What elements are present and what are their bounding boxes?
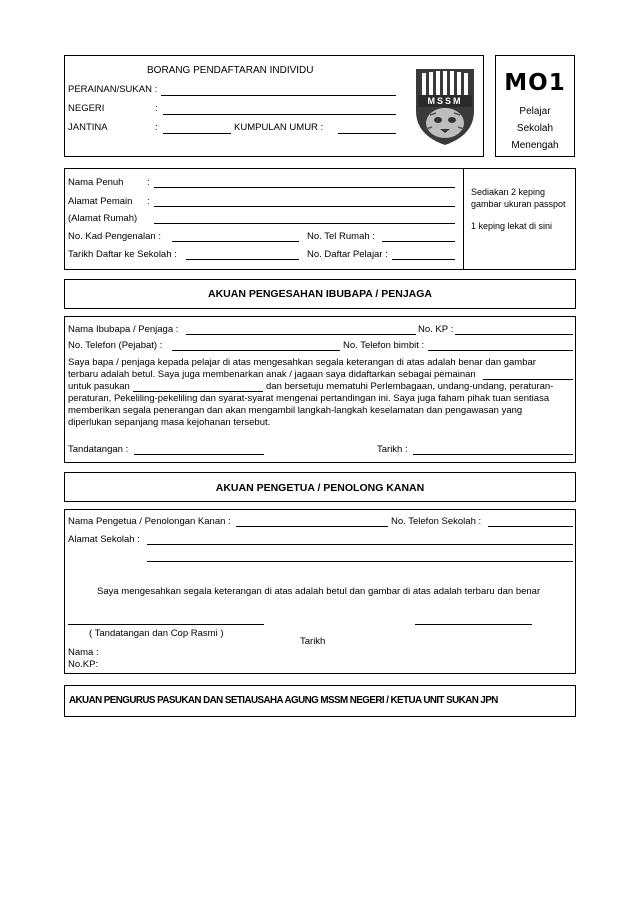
kad-pengenalan-field[interactable] [172, 241, 299, 242]
parent-para-line-4: peraturan, Pekeliling-pekeliling dan syarat-syarat mengenai pertandingan ini. Saya juga faham pihak tuan sentiasa [68, 393, 550, 404]
form-code: MO1 [504, 70, 566, 96]
tel-pejabat-label: No. Telefon (Pejabat) : [68, 340, 163, 351]
parent-signature-label: Tandatangan : [68, 444, 129, 455]
code-sub-line-3: Menengah [511, 140, 559, 151]
photo-note-3: 1 keping lekat di sini [471, 221, 553, 231]
parent-date-field[interactable] [413, 454, 573, 455]
parent-para-line-2: terbaru adalah betul. Saya juga membenarkan anak / jagaan saya didaftarkan sebagai pemainan [68, 369, 476, 380]
alamat-sekolah-label: Alamat Sekolah : [68, 534, 140, 545]
principal-name-label: Nama Pengetua / Penolongan Kanan : [68, 516, 231, 527]
daftar-pelajar-field[interactable] [392, 259, 455, 260]
parent-para-line-5: memberikan segala penerangan dan akan mengambil langkah-langkah keselamatan dan pengawasan yang [68, 405, 523, 416]
principal-heading: AKUAN PENGETUA / PENOLONG KANAN [215, 482, 425, 494]
jantina-colon: : [155, 122, 158, 133]
photo-box-divider [463, 168, 464, 270]
jantina-label: JANTINA [68, 122, 108, 133]
mssm-logo [412, 63, 478, 147]
daftar-pelajar-label: No. Daftar Pelajar : [307, 249, 388, 260]
perainan-field[interactable] [161, 95, 396, 96]
pasukan-field[interactable] [133, 391, 263, 392]
photo-note-1: Sediakan 2 keping [471, 187, 546, 197]
principal-date-field[interactable] [415, 624, 532, 625]
parent-para-line-1: Saya bapa / penjaga kepada pelajar di atas mengesahkan segala keterangan di atas adalah benar dan gambar [68, 357, 536, 368]
principal-statement: Saya mengesahkan segala keterangan di atas adalah betul dan gambar di atas adalah terbaru dan benar [97, 586, 541, 597]
negeri-field[interactable] [163, 114, 396, 115]
parent-para-line-6: diperlukan sepanjang masa kejohanan tersebut. [68, 417, 271, 428]
alamat-pemain-label: Alamat Pemain [68, 196, 133, 207]
code-sub-line-2: Sekolah [516, 123, 554, 134]
tel-bimbit-field[interactable] [428, 350, 573, 351]
nama-penuh-label: Nama Penuh [68, 177, 124, 188]
kumpulan-umur-field[interactable] [338, 133, 396, 134]
principal-nama-label: Nama : [68, 647, 99, 658]
nama-penuh-field[interactable] [154, 187, 455, 188]
parent-kp-label: No. KP : [418, 324, 454, 335]
pemain-field[interactable] [483, 379, 573, 380]
footer-heading: AKUAN PENGURUS PASUKAN DAN SETIAUSAHA AGUNG MSSM NEGERI / KETUA UNIT SUKAN JPN [69, 695, 498, 706]
parent-name-label: Nama Ibubapa / Penjaga : [68, 324, 179, 335]
tel-sekolah-field[interactable] [488, 526, 573, 527]
alamat-field-1[interactable] [154, 206, 455, 207]
parent-kp-field[interactable] [455, 334, 573, 335]
parent-heading: AKUAN PENGESAHAN IBUBAPA / PENJAGA [207, 288, 433, 300]
principal-date-label: Tarikh [300, 636, 326, 647]
principal-kp-label: No.KP: [68, 659, 99, 670]
parent-name-field[interactable] [186, 334, 416, 335]
tarikh-daftar-field[interactable] [186, 259, 299, 260]
parent-signature-field[interactable] [134, 454, 264, 455]
principal-signature-field[interactable] [68, 624, 264, 625]
jantina-field[interactable] [163, 133, 231, 134]
form-title: BORANG PENDAFTARAN INDIVIDU [147, 65, 314, 76]
parent-para-line-3b: dan bersetuju mematuhi Perlembagaan, undang-undang, peraturan- [266, 381, 554, 392]
tel-rumah-label: No. Tel Rumah : [307, 231, 375, 242]
alamat-sekolah-field-1[interactable] [147, 544, 573, 545]
alamat-field-2[interactable] [154, 223, 455, 224]
parent-para-line-3a: untuk pasukan [68, 381, 130, 392]
tel-bimbit-label: No. Telefon bimbit : [343, 340, 425, 351]
alamat-rumah-label: (Alamat Rumah) [68, 213, 138, 224]
perainan-label: PERAINAN/SUKAN : [68, 84, 158, 95]
alamat-pemain-colon: : [147, 196, 150, 207]
tel-sekolah-label: No. Telefon Sekolah : [391, 516, 482, 527]
negeri-label: NEGERI [68, 103, 105, 114]
parent-date-label: Tarikh : [377, 444, 408, 455]
tel-pejabat-field[interactable] [172, 350, 340, 351]
photo-note-2: gambar ukuran passpot [471, 199, 566, 209]
kumpulan-umur-label: KUMPULAN UMUR : [234, 122, 324, 133]
tarikh-daftar-label: Tarikh Daftar ke Sekolah : [68, 249, 177, 260]
tel-rumah-field[interactable] [382, 241, 455, 242]
logo-text: MSSM [427, 96, 463, 106]
alamat-sekolah-field-2[interactable] [147, 561, 573, 562]
nama-penuh-colon: : [147, 177, 150, 188]
kad-pengenalan-label: No. Kad Pengenalan : [68, 231, 161, 242]
principal-signature-label: ( Tandatangan dan Cop Rasmi ) [89, 628, 224, 639]
code-sub-line-1: Pelajar [519, 106, 551, 117]
negeri-colon: : [155, 103, 158, 114]
principal-name-field[interactable] [236, 526, 388, 527]
